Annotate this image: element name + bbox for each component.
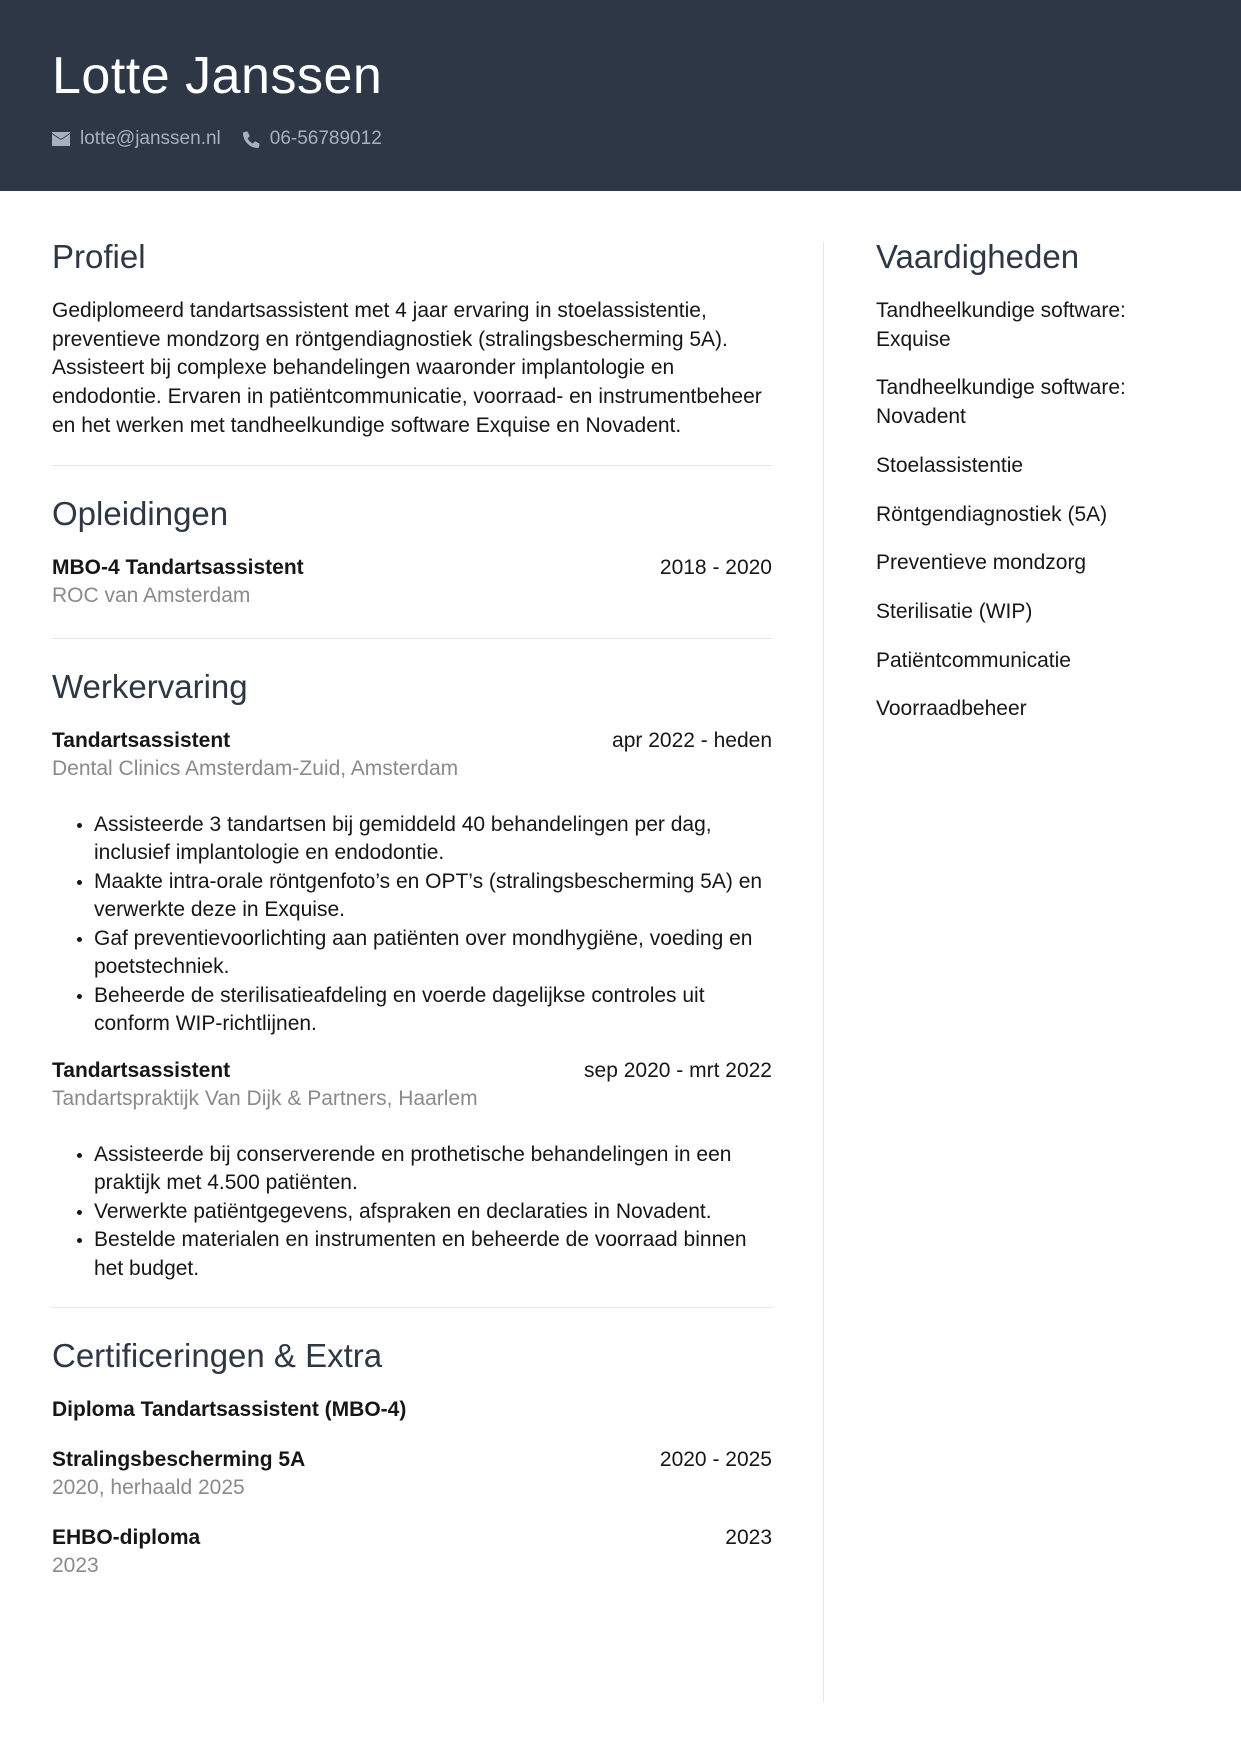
skills-heading: Vaardigheden <box>876 238 1080 275</box>
sidebar-column <box>876 235 1196 744</box>
profile-heading: Profiel <box>52 238 146 275</box>
job-bullets <box>52 811 772 1039</box>
cert-detail: 2020, herhaald 2025 <box>52 1476 245 1500</box>
email-contact[interactable] <box>52 128 221 150</box>
entry-header <box>52 1524 772 1552</box>
cert-detail: 2023 <box>52 1554 99 1578</box>
cert-date: 2023 <box>725 1526 772 1550</box>
job-entry <box>52 1057 772 1284</box>
bullet-item: • Beheerde de sterilisatieafdeling en voerde dagelijkse controles uit conform WIP-richtlijnen. <box>94 982 772 1039</box>
job-title: Tandartsassistent <box>52 728 231 752</box>
job-employer: Dental Clinics Amsterdam-Zuid, Amsterdam <box>52 756 459 780</box>
skill-item: Tandheelkundige software: Exquise <box>876 299 1126 351</box>
bullet-item: • Bestelde materialen en instrumenten en beheerde de voorraad binnen het budget. <box>94 1226 772 1283</box>
education-date: 2018 - 2020 <box>659 555 772 579</box>
bullet-item: • Assisteerde bij conserverende en prothetische behandelingen in een praktijk met 4.500 patiënten. <box>94 1141 772 1198</box>
cert-entry <box>52 1446 772 1502</box>
cert-title: Stralingsbescherming 5A <box>52 1448 306 1472</box>
bullet-item: • Maakte intra-orale röntgenfoto’s en OPT’s (stralingsbescherming 5A) en verwerkte deze in Exquise. <box>94 868 772 925</box>
job-entry <box>52 727 772 1039</box>
entry-header <box>52 1446 772 1474</box>
experience-section <box>52 665 772 1309</box>
job-title: Tandartsassistent <box>52 1058 231 1082</box>
envelope-icon <box>52 132 70 146</box>
skill-item: Patiëntcommunicatie <box>876 648 1071 672</box>
phone-contact[interactable] <box>243 128 382 150</box>
entry-header <box>52 1057 772 1085</box>
column-divider <box>823 242 824 1702</box>
cert-title: EHBO-diploma <box>52 1526 201 1550</box>
cert-date: 2020 - 2025 <box>659 1448 772 1472</box>
job-employer: Tandartspraktijk Van Dijk & Partners, Haarlem <box>52 1086 478 1110</box>
education-institution: ROC van Amsterdam <box>52 583 251 607</box>
education-title: MBO-4 Tandartsassistent <box>52 555 304 579</box>
job-date: apr 2022 - heden <box>612 728 772 752</box>
certifications-section <box>52 1334 772 1622</box>
skill-item: Röntgendiagnostiek (5A) <box>876 502 1108 526</box>
bullet-item: • Verwerkte patiëntgegevens, afspraken en declaraties in Novadent. <box>94 1198 772 1227</box>
education-section <box>52 492 772 639</box>
job-date: sep 2020 - mrt 2022 <box>584 1058 772 1082</box>
skill-item: Stoelassistentie <box>876 453 1024 477</box>
candidate-name: Lotte Janssen <box>52 47 383 105</box>
entry-header <box>52 554 772 582</box>
job-bullets <box>52 1141 772 1284</box>
skill-item: Preventieve mondzorg <box>876 551 1087 575</box>
cert-diploma: Diploma Tandartsassistent (MBO-4) <box>52 1398 407 1422</box>
phone-text: 06-56789012 <box>269 128 382 149</box>
skill-item: Tandheelkundige software: Novadent <box>876 376 1126 429</box>
contact-info <box>52 128 1189 150</box>
entry-header <box>52 727 772 755</box>
main-column <box>52 235 772 1648</box>
phone-icon <box>243 131 260 148</box>
skill-item: Voorraadbeheer <box>876 697 1027 721</box>
certifications-heading: Certificeringen & Extra <box>52 1337 383 1375</box>
profile-text: Gediplomeerd tandartsassistent met 4 jaar ervaring in stoelassistentie, preventieve mondzorg en röntgendiagnostiek (stralingsbescherming 5A). Assisteert bij complexe behandelingen waaronder implantologie en endodontie. Ervaren in patiëntcommunicatie, voorraad- en instrumentbeheer en het werken met tandheelkundige software Exquise en Novadent. <box>52 299 762 437</box>
resume-header <box>0 0 1241 191</box>
skill-item: Sterilisatie (WIP) <box>876 599 1033 623</box>
profile-section <box>52 235 772 466</box>
email-text: lotte@janssen.nl <box>80 128 221 149</box>
education-entry <box>52 554 772 610</box>
cert-entry <box>52 1524 772 1580</box>
bullet-item: • Gaf preventievoorlichting aan patiënten over mondhygiëne, voeding en poetstechniek. <box>94 925 772 982</box>
education-heading: Opleidingen <box>52 494 229 532</box>
bullet-item: • Assisteerde 3 tandartsen bij gemiddeld 40 behandelingen per dag, inclusief implantologie en endodontie. <box>94 811 772 868</box>
experience-heading: Werkervaring <box>52 667 248 705</box>
